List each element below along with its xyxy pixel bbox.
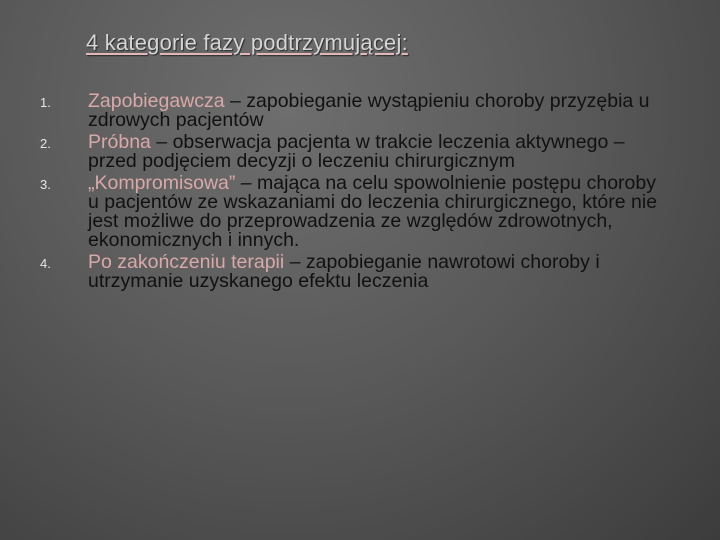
list-item-text: – zapobieganie nawrotowi choroby i utrzymanie uzyskanego efektu leczenia bbox=[88, 251, 600, 292]
list-item-term: Próbna bbox=[88, 131, 151, 153]
list-item-text: – mająca na celu spowolnienie postępu choroby u pacjentów ze wskazaniami do leczenia chirurgicznego, które nie jest możliwe do przeprowadzenia ze względów zdrowotnych, ekonomicznych i innych. bbox=[88, 172, 658, 251]
list-item-text: – zapobieganie wystąpieniu choroby przyzębia u zdrowych pacjentów bbox=[88, 90, 650, 131]
list-item bbox=[0, 92, 668, 130]
list-item-number: 3. bbox=[40, 177, 51, 192]
list-item-number: 2. bbox=[40, 136, 51, 151]
list-item-term: „Kompromisowa” bbox=[88, 172, 236, 194]
list-item-number: 4. bbox=[40, 256, 51, 271]
list-item bbox=[0, 253, 668, 291]
list-item bbox=[0, 174, 668, 250]
list-item-term: Po zakończeniu terapii bbox=[88, 251, 285, 273]
list-item-text: – obserwacja pacjenta w trakcie leczenia aktywnego – przed podjęciem decyzji o leczeniu chirurgicznym bbox=[88, 131, 625, 172]
list-item bbox=[0, 133, 668, 171]
list-item-term: Zapobiegawcza bbox=[88, 90, 225, 112]
numbered-list bbox=[0, 92, 720, 294]
list-item-number: 1. bbox=[40, 95, 51, 110]
slide-title: 4 kategorie fazy podtrzymującej: bbox=[86, 30, 408, 55]
